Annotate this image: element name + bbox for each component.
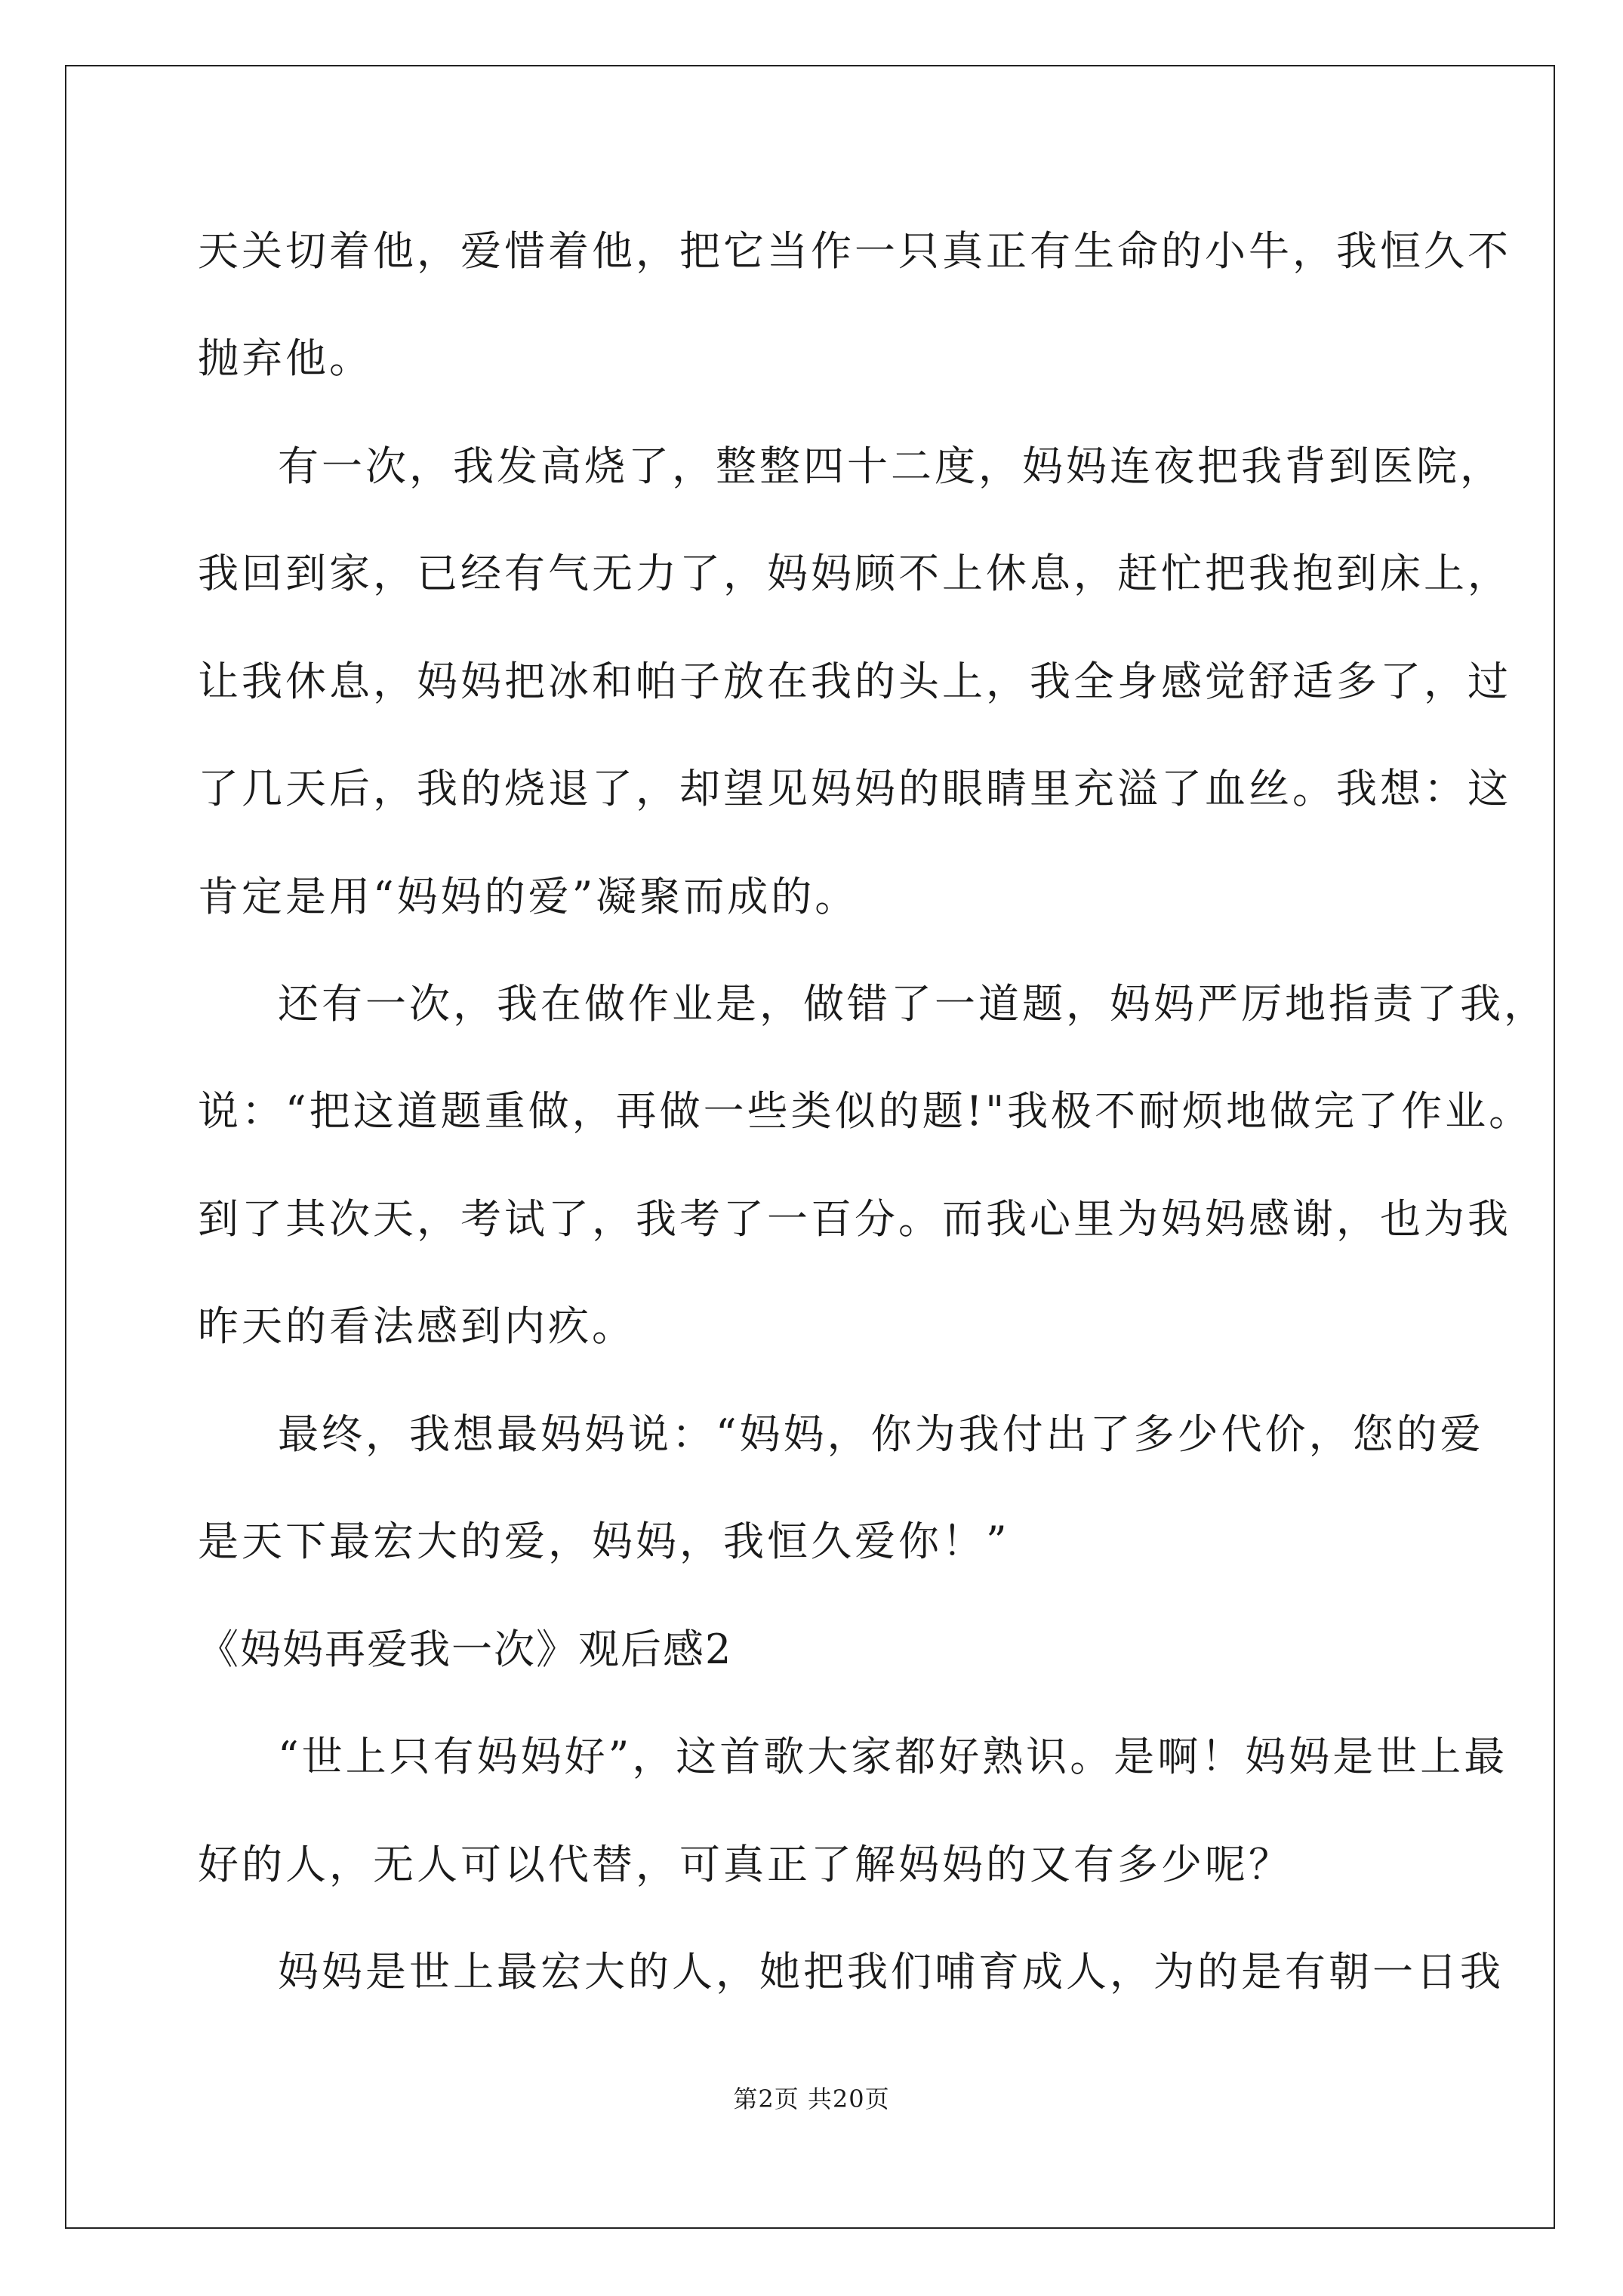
page-number-footer: 第2页 共20页 <box>733 2085 890 2113</box>
text-line: 好的人，无人可以代替，可真正了解妈妈的又有多少呢？ <box>198 1841 1292 1888</box>
text-line: 说：“把这道题重做，再做一些类似的题!"我极不耐烦地做完了作业。 <box>198 1087 1533 1135</box>
text-line: 抛弃他。 <box>198 334 373 382</box>
text-line: 昨天的看法感到内疚。 <box>198 1302 636 1350</box>
paragraph-start-line: 最终，我想最妈妈说：“妈妈，你为我付出了多少代价，您的爱 <box>278 1410 1484 1458</box>
text-line: 我回到家，已经有气无力了，妈妈顾不上休息，赶忙把我抱到床上， <box>198 550 1511 597</box>
paragraph-start-line: 还有一次，我在做作业是，做错了一道题，妈妈严厉地指责了我， <box>278 980 1548 1028</box>
text-line: 是天下最宏大的爱，妈妈，我恒久爱你！” <box>198 1518 1010 1565</box>
text-line: 肯定是用“妈妈的爱”凝聚而成的。 <box>198 873 859 920</box>
text-line: 了几天后，我的烧退了，却望见妈妈的眼睛里充溢了血丝。我想：这 <box>198 765 1511 812</box>
text-line: 让我休息，妈妈把冰和帕子放在我的头上，我全身感觉舒适多了，过 <box>198 658 1511 705</box>
text-line: 到了其次天，考试了，我考了一百分。而我心里为妈妈感谢，也为我 <box>198 1195 1511 1243</box>
text-line: 天关切着他，爱惜着他，把它当作一只真正有生命的小牛，我恒久不 <box>198 227 1511 275</box>
paragraph-start-line: 有一次，我发高烧了，整整四十二度，妈妈连夜把我背到医院， <box>278 442 1504 490</box>
section-title: 《妈妈再爱我一次》观后感2 <box>198 1626 733 1673</box>
page-border <box>65 65 1555 2229</box>
paragraph-start-line: 妈妈是世上最宏大的人，她把我们哺育成人，为的是有朝一日我 <box>278 1948 1504 1996</box>
paragraph-start-line: “世上只有妈妈好”，这首歌大家都好熟识。是啊！妈妈是世上最 <box>278 1733 1508 1780</box>
